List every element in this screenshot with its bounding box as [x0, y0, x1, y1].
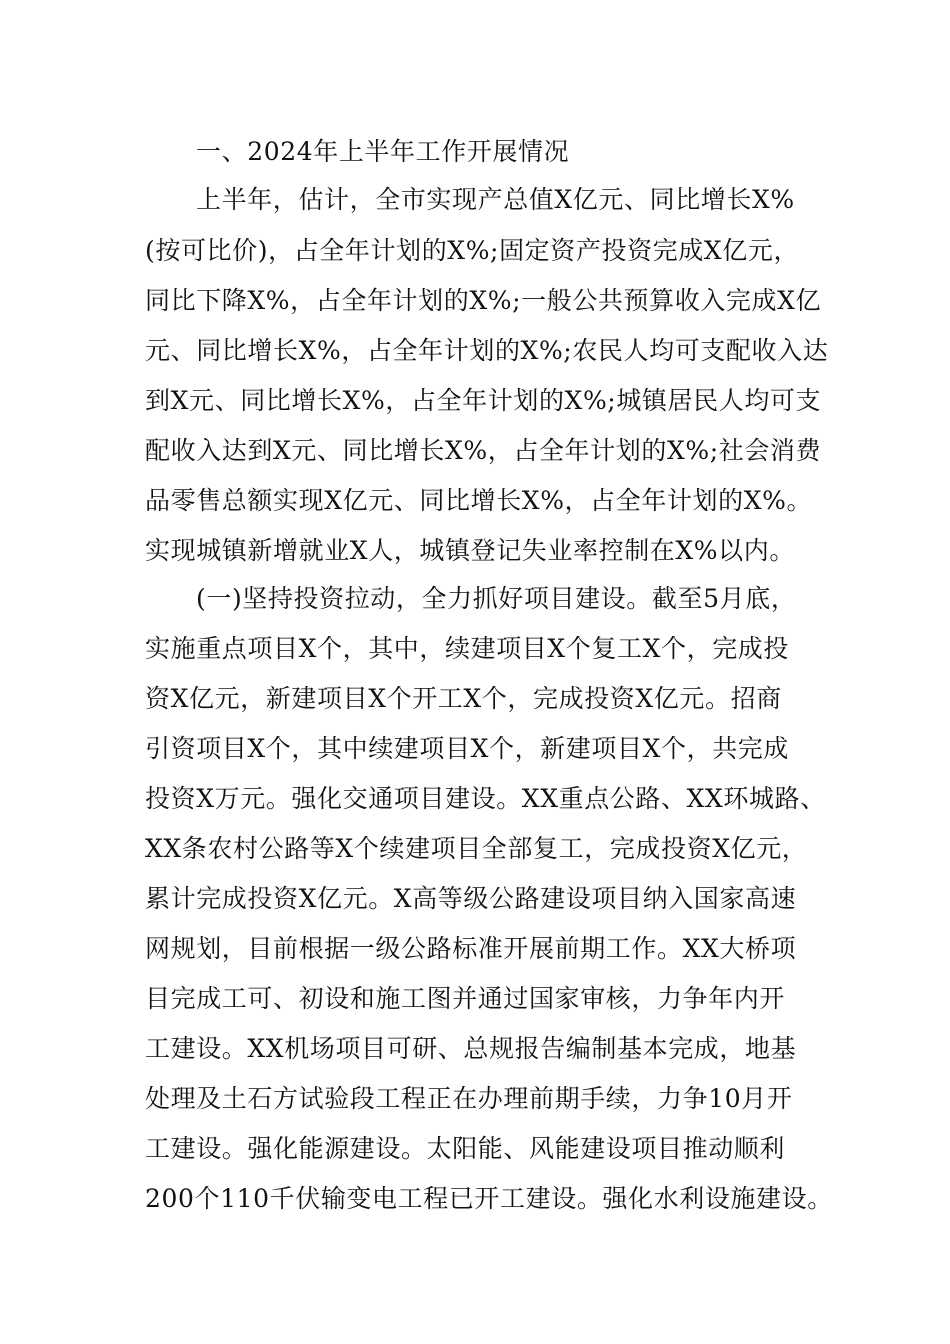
paragraph-2-line-10: 工建设。XX机场项目可研、总规报告编制基本完成，地基 [145, 1034, 797, 1063]
paragraph-2-line-12: 工建设。强化能源建设。太阳能、风能建设项目推动顺利 [145, 1134, 786, 1163]
paragraph-2-line-9: 目完成工可、初设和施工图并通过国家审核，力争年内开 [145, 984, 786, 1013]
paragraph-1-line-1: 上半年，估计，全市实现产总值X亿元、同比增长X% [196, 185, 795, 214]
paragraph-2-line-11: 处理及土石方试验段工程正在办理前期手续，力争10月开 [145, 1084, 793, 1113]
paragraph-1-line-4: 元、同比增长X%，占全年计划的X%;农民人均可支配收入达 [145, 336, 829, 365]
paragraph-1-line-7: 品零售总额实现X亿元、同比增长X%，占全年计划的X%。 [145, 486, 813, 515]
paragraph-2-line-5: 投资X万元。强化交通项目建设。XX重点公路、XX环城路、 [145, 784, 826, 813]
paragraph-1-line-3: 同比下降X%，占全年计划的X%;一般公共预算收入完成X亿 [145, 286, 822, 315]
paragraph-2-line-13: 200个110千伏输变电工程已开工建设。强化水利设施建设。 [145, 1184, 833, 1213]
paragraph-2-line-1: (一)坚持投资拉动，全力抓好项目建设。截至5月底， [196, 584, 797, 613]
paragraph-1-line-2: (按可比价)，占全年计划的X%;固定资产投资完成X亿元， [145, 236, 800, 265]
section-heading: 一、2024年上半年工作开展情况 [196, 137, 570, 166]
paragraph-2-line-2: 实施重点项目X个，其中，续建项目X个复工X个，完成投 [145, 634, 789, 663]
paragraph-2-line-4: 引资项目X个，其中续建项目X个，新建项目X个，共完成 [145, 734, 789, 763]
paragraph-1-line-6: 配收入达到X元、同比增长X%，占全年计划的X%;社会消费 [145, 436, 822, 465]
paragraph-1-line-5: 到X元、同比增长X%，占全年计划的X%;城镇居民人均可支 [145, 386, 822, 415]
paragraph-2-line-8: 网规划，目前根据一级公路标准开展前期工作。XX大桥项 [145, 934, 797, 963]
paragraph-2-line-3: 资X亿元，新建项目X个开工X个，完成投资X亿元。招商 [145, 684, 782, 713]
paragraph-2-line-7: 累计完成投资X亿元。X高等级公路建设项目纳入国家高速 [145, 884, 797, 913]
paragraph-2-line-6: XX条农村公路等X个续建项目全部复工，完成投资X亿元， [145, 834, 808, 863]
paragraph-1-line-8: 实现城镇新增就业X人，城镇登记失业率控制在X%以内。 [145, 536, 795, 565]
